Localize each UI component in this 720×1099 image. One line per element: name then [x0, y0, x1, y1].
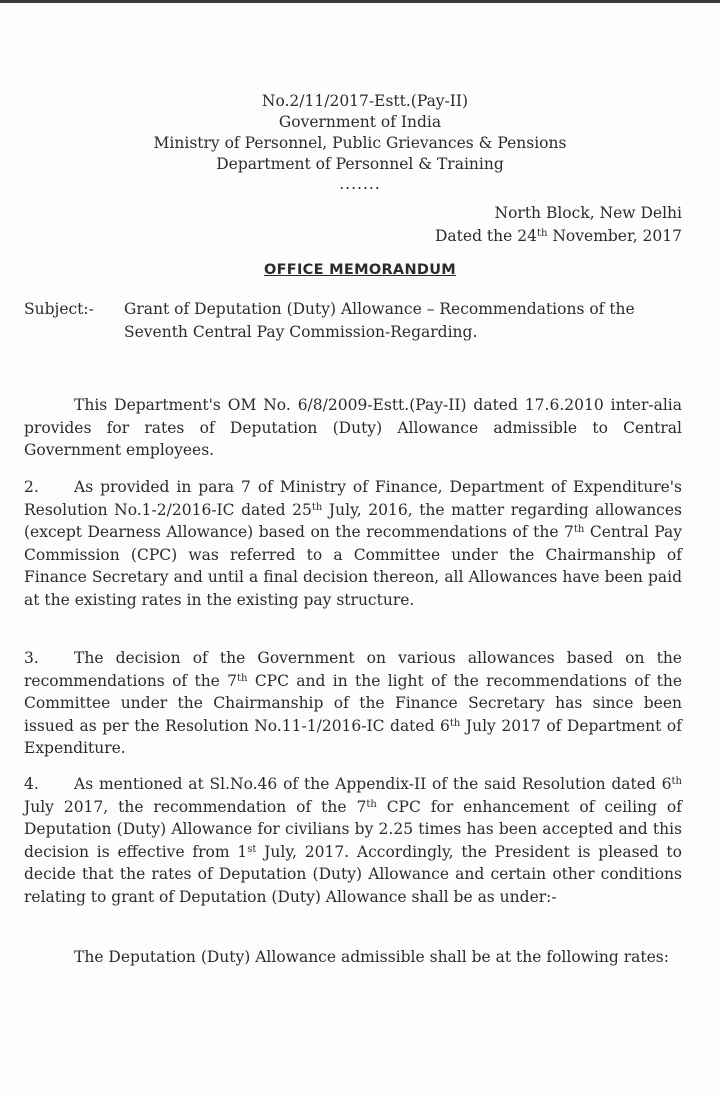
date-prefix: Dated the 24 — [435, 227, 537, 245]
letterhead — [0, 91, 720, 191]
header-separator: ....... — [339, 175, 381, 193]
paragraph-4-number: 4. — [24, 775, 39, 793]
paragraph-5-text: The Deputation (Duty) Allowance admissible shall be at the following rates: — [74, 948, 669, 966]
date-line — [435, 225, 682, 248]
reference-number: No.2/11/2017-Estt.(Pay-II) — [261, 92, 469, 110]
government-name: Government of India — [278, 113, 442, 131]
paragraph-1-text: This Department's OM No. 6/8/2009-Estt.(Pay-II) dated 17.6.2010 inter-alia provides for rates of Deputation (Duty) Allowance admissible to Central Government employees. — [24, 396, 682, 459]
date-superscript: th — [536, 228, 548, 239]
ministry-name: Ministry of Personnel, Public Grievances & Pensions — [153, 134, 567, 152]
subject-block — [24, 298, 684, 344]
subject-label: Subject:- — [24, 300, 94, 318]
paragraph-2: 2. As provided in para 7 of Ministry of Finance, Department of Expenditure's Resolution No.1-2/2016-IC dated 25th July, 2016, the matter regarding allowances (except Dearness Allowance) based on the recommendations of the 7th Central Pay Commission (CPC) was referred to a Committee under the Chairmanship of Finance Secretary and until a final decision thereon, all Allowances have been paid at the existing rates in the existing pay structure. — [24, 478, 683, 609]
paragraph-5 — [24, 946, 682, 969]
paragraph-1 — [24, 394, 682, 462]
memo-title: OFFICE MEMORANDUM — [263, 262, 457, 278]
place-and-date — [435, 202, 682, 248]
location: North Block, New Delhi — [494, 204, 682, 222]
date-suffix: November, 2017 — [547, 227, 682, 245]
paragraph-2-number: 2. — [24, 478, 39, 496]
paragraph-3: 3. The decision of the Government on various allowances based on the recommendations of the 7th CPC and in the light of the recommendations of the Committee under the Chairmanship of the Finance Secretary has since been issued as per the Resolution No.11-1/2016-IC dated 6th July 2017 of Department of Expenditure. — [24, 649, 683, 757]
subject-text: Grant of Deputation (Duty) Allowance – Recommendations of the Seventh Central Pay Commission-Regarding. — [124, 300, 635, 341]
paragraph-4: 4. As mentioned at Sl.No.46 of the Appendix-II of the said Resolution dated 6th July 2017, the recommendation of the 7th CPC for enhancement of ceiling of Deputation (Duty) Allowance for civilians by 2.25 times has been accepted and this decision is effective from 1st July, 2017. Accordingly, the President is pleased to decide that the rates of Deputation (Duty) Allowance and certain other conditions relating to grant of Deputation (Duty) Allowance shall be as under:- — [24, 775, 682, 906]
department-name: Department of Personnel & Training — [216, 155, 504, 173]
top-border — [0, 0, 720, 3]
paragraph-3-number: 3. — [24, 649, 39, 667]
